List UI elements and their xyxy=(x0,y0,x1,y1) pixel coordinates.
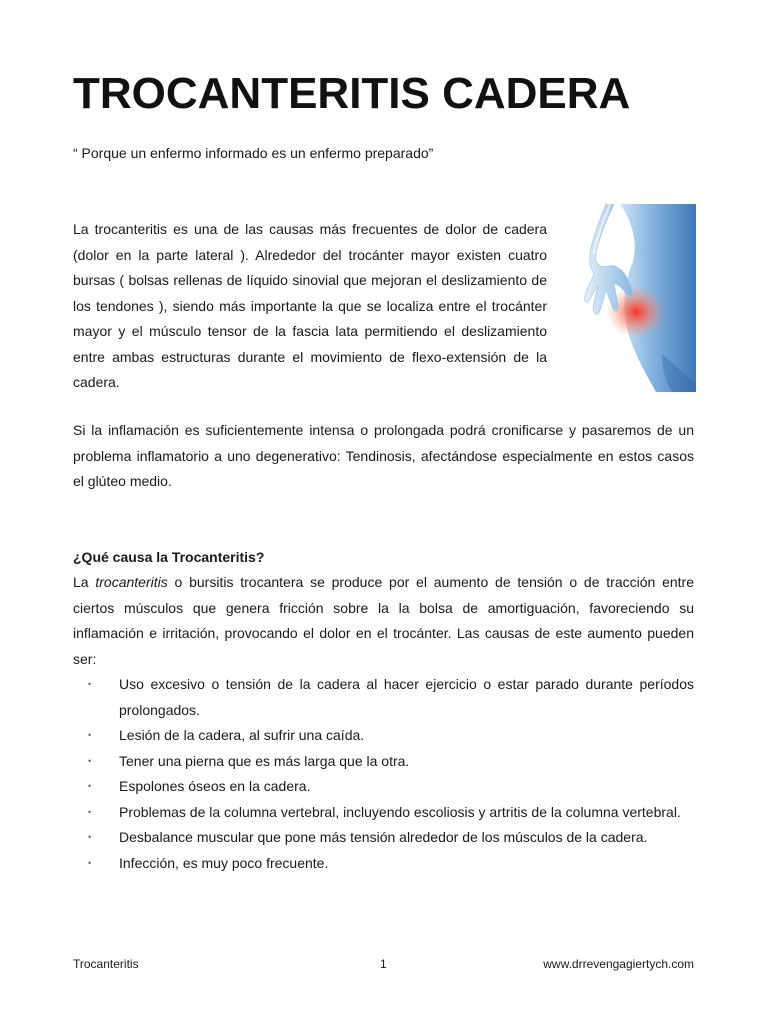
footer-website-link[interactable]: www.drrevengagiertych.com xyxy=(543,957,694,971)
bullet-icon: • xyxy=(88,679,92,689)
list-item xyxy=(73,723,694,749)
intro-paragraph: La trocanteritis es una de las causas más frecuentes de dolor de cadera (dolor en la parte lateral ). Alrededor del trocánter mayor existen cuatro bursas ( bolsas rellenas de líquido sinovial que mejoran el deslizamiento de los tendones ), siendo más importante la que se localiza entre el trocánter mayor y el músculo tensor de la fascia lata permitiendo el deslizamiento entre ambas estructuras durante el movimiento de flexo-extensión de la cadera. xyxy=(73,221,547,390)
bullet-icon: • xyxy=(88,857,92,868)
list-item-text: Problemas de la columna vertebral, incluyendo escoliosis y artritis de la columna vertebral. xyxy=(119,803,681,820)
footer-page-number: 1 xyxy=(380,957,387,971)
causes-list xyxy=(73,672,694,876)
list-item-text: Desbalance muscular que pone más tensión alrededor de los músculos de la cadera. xyxy=(119,829,648,845)
list-item-text: Tener una pierna que es más larga que la otra. xyxy=(119,752,410,769)
list-item xyxy=(73,774,694,800)
bullet-icon: • xyxy=(88,781,92,791)
list-item xyxy=(73,851,694,877)
causes-paragraph-rest: o bursitis trocantera se produce por el aumento de tensión o de tracción entre ciertos músculos que genera fricción sobre la la bolsa de amortiguación, favoreciendo su inflamación e irritación, provocando el dolor en el trocánter. Las causas de este aumento pueden ser: xyxy=(73,574,694,667)
section-heading-causes: ¿Qué causa la Trocanteritis? xyxy=(73,549,265,565)
list-item xyxy=(73,749,694,775)
bullet-icon: • xyxy=(88,806,92,817)
bullet-icon: • xyxy=(88,755,92,766)
list-item-text: Lesión de la cadera, al sufrir una caída. xyxy=(119,727,365,743)
causes-paragraph-italic: trocanteritis xyxy=(95,574,168,590)
list-item-text: Espolones óseos en la cadera. xyxy=(119,778,311,794)
causes-paragraph xyxy=(73,570,694,672)
quote: “ Porque un enfermo informado es un enfermo preparado” xyxy=(73,145,434,161)
hip-pain-illustration xyxy=(562,204,696,392)
inflammation-paragraph: Si la inflamación es suficientemente intensa o prolongada podrá cronificarse y pasaremos de un problema inflamatorio a uno degenerativo: Tendinosis, afectándose especialmente en estos casos el glúteo medio. xyxy=(73,422,694,489)
list-item xyxy=(73,825,694,851)
list-item-text: Infección, es muy poco frecuente. xyxy=(119,854,329,871)
page-title: TROCANTERITIS CADERA xyxy=(73,69,631,118)
causes-paragraph-prefix: La xyxy=(73,574,96,590)
bullet-icon: • xyxy=(88,730,92,740)
bullet-icon: • xyxy=(88,832,92,842)
footer-title: Trocanteritis xyxy=(73,957,139,971)
hip-body-image xyxy=(562,204,696,392)
list-item xyxy=(73,800,694,826)
list-item xyxy=(73,672,694,723)
list-item-text: Uso excesivo o tensión de la cadera al hacer ejercicio o estar parado durante períodos prolongados. xyxy=(119,676,694,718)
